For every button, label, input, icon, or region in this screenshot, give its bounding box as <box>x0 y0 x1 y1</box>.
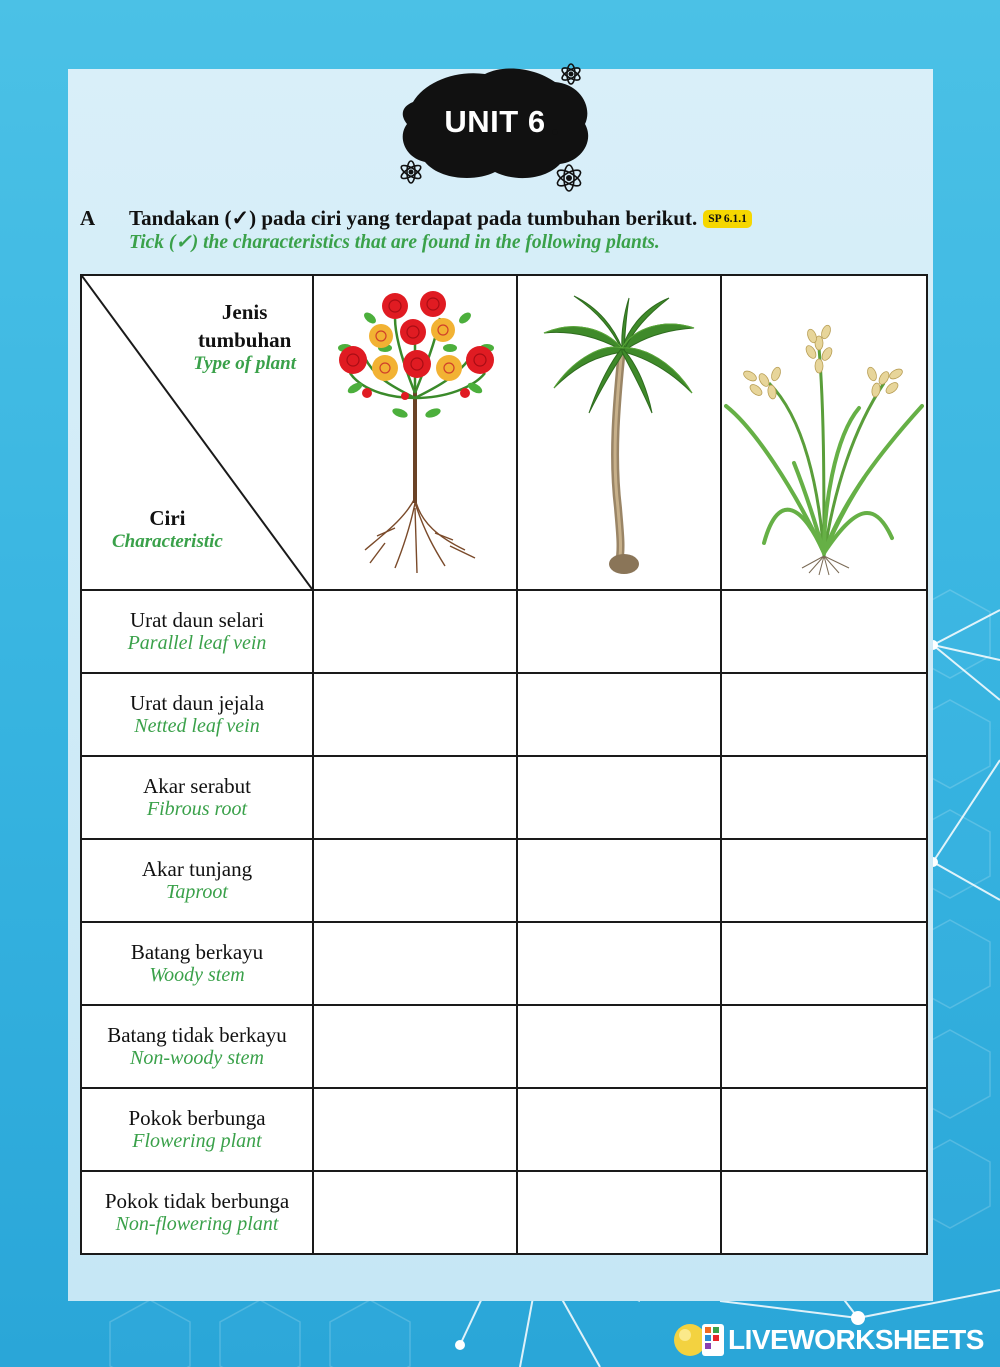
characteristic-label-ms: Akar tunjang <box>141 856 253 881</box>
coconut-palm-icon <box>534 288 704 578</box>
characteristic-cell <box>81 673 313 756</box>
liveworksheets-logo <box>672 1320 984 1360</box>
char-label-ms: Ciri <box>149 506 186 530</box>
characteristic-label-ms: Batang berkayu <box>130 939 264 964</box>
tick-cell-rose[interactable] <box>313 1171 517 1254</box>
tick-cell-coconut[interactable] <box>517 756 721 839</box>
table-row <box>81 673 927 756</box>
characteristic-label-en: Netted leaf vein <box>134 714 260 737</box>
paddy-plant-icon <box>724 288 924 578</box>
characteristic-cell <box>81 922 313 1005</box>
table-row <box>81 590 927 673</box>
tick-cell-paddy[interactable] <box>721 1088 927 1171</box>
tick-cell-coconut[interactable] <box>517 1088 721 1171</box>
characteristic-label-ms: Urat daun selari <box>129 607 265 632</box>
characteristic-label-en: Parallel leaf vein <box>127 631 267 654</box>
question-instruction-en: Tick (✓) the characteristics that are found in the following plants. <box>129 232 660 253</box>
tick-cell-paddy[interactable] <box>721 1005 927 1088</box>
tick-cell-rose[interactable] <box>313 922 517 1005</box>
tick-cell-rose[interactable] <box>313 590 517 673</box>
characteristic-label-ms: Pokok berbunga <box>128 1105 266 1130</box>
characteristic-label-en: Non-flowering plant <box>115 1212 279 1235</box>
characteristic-label <box>112 506 223 553</box>
tick-cell-coconut[interactable] <box>517 922 721 1005</box>
tick-cell-paddy[interactable] <box>721 590 927 673</box>
table-row <box>81 1088 927 1171</box>
question-text-ms: Tandakan (✓) pada ciri yang terdapat pada tumbuhan berikut. <box>129 206 698 230</box>
table-row <box>81 1171 927 1254</box>
characteristic-label-en: Non-woody stem <box>130 1046 264 1069</box>
type-label-ms-line1: Jenis <box>221 300 268 324</box>
table-row <box>81 839 927 922</box>
tick-cell-rose[interactable] <box>313 673 517 756</box>
characteristic-label-ms: Urat daun jejala <box>129 690 265 715</box>
corner-header-cell <box>81 275 313 590</box>
characteristics-table <box>80 274 928 1255</box>
char-label-en: Characteristic <box>112 531 223 552</box>
tick-cell-rose[interactable] <box>313 1005 517 1088</box>
tick-cell-coconut[interactable] <box>517 1005 721 1088</box>
plant-cell-coconut <box>517 275 721 590</box>
characteristic-cell <box>81 590 313 673</box>
type-label-ms-line2: tumbuhan <box>197 328 292 352</box>
characteristic-cell <box>81 1171 313 1254</box>
logo-text: LIVEWORKSHEETS <box>728 1324 984 1355</box>
table-row <box>81 756 927 839</box>
characteristic-cell <box>81 1088 313 1171</box>
plant-cell-paddy <box>721 275 927 590</box>
tick-cell-paddy[interactable] <box>721 756 927 839</box>
tick-cell-coconut[interactable] <box>517 839 721 922</box>
characteristic-label-en: Flowering plant <box>132 1129 262 1152</box>
characteristic-label-ms: Pokok tidak berbunga <box>104 1188 290 1213</box>
characteristic-label-en: Woody stem <box>149 963 245 986</box>
tick-cell-rose[interactable] <box>313 839 517 922</box>
unit-title: UNIT 6 <box>444 104 546 139</box>
tick-cell-paddy[interactable] <box>721 922 927 1005</box>
rose-plant-icon <box>325 288 505 578</box>
characteristic-cell <box>81 756 313 839</box>
characteristic-cell <box>81 1005 313 1088</box>
question-letter: A <box>80 206 96 230</box>
tick-cell-rose[interactable] <box>313 1088 517 1171</box>
characteristic-label-en: Fibrous root <box>146 797 248 820</box>
table-header-row <box>81 275 927 590</box>
type-label-en: Type of plant <box>193 353 296 374</box>
tick-cell-coconut[interactable] <box>517 590 721 673</box>
tick-cell-paddy[interactable] <box>721 1171 927 1254</box>
tick-cell-rose[interactable] <box>313 756 517 839</box>
characteristic-cell <box>81 839 313 922</box>
question-instruction-ms <box>129 206 752 231</box>
tick-cell-coconut[interactable] <box>517 673 721 756</box>
table-row <box>81 1005 927 1088</box>
standard-badge: SP 6.1.1 <box>703 210 752 228</box>
characteristic-label-en: Taproot <box>166 880 228 903</box>
type-of-plant-label <box>193 298 296 374</box>
tick-cell-paddy[interactable] <box>721 839 927 922</box>
plant-cell-rose <box>313 275 517 590</box>
characteristic-label-ms: Batang tidak berkayu <box>107 1022 287 1047</box>
tick-cell-coconut[interactable] <box>517 1171 721 1254</box>
table-row <box>81 922 927 1005</box>
liveworksheets-logo-icon <box>672 1320 728 1360</box>
tick-cell-paddy[interactable] <box>721 673 927 756</box>
unit-title-badge <box>395 62 595 192</box>
characteristic-label-ms: Akar serabut <box>143 773 251 798</box>
